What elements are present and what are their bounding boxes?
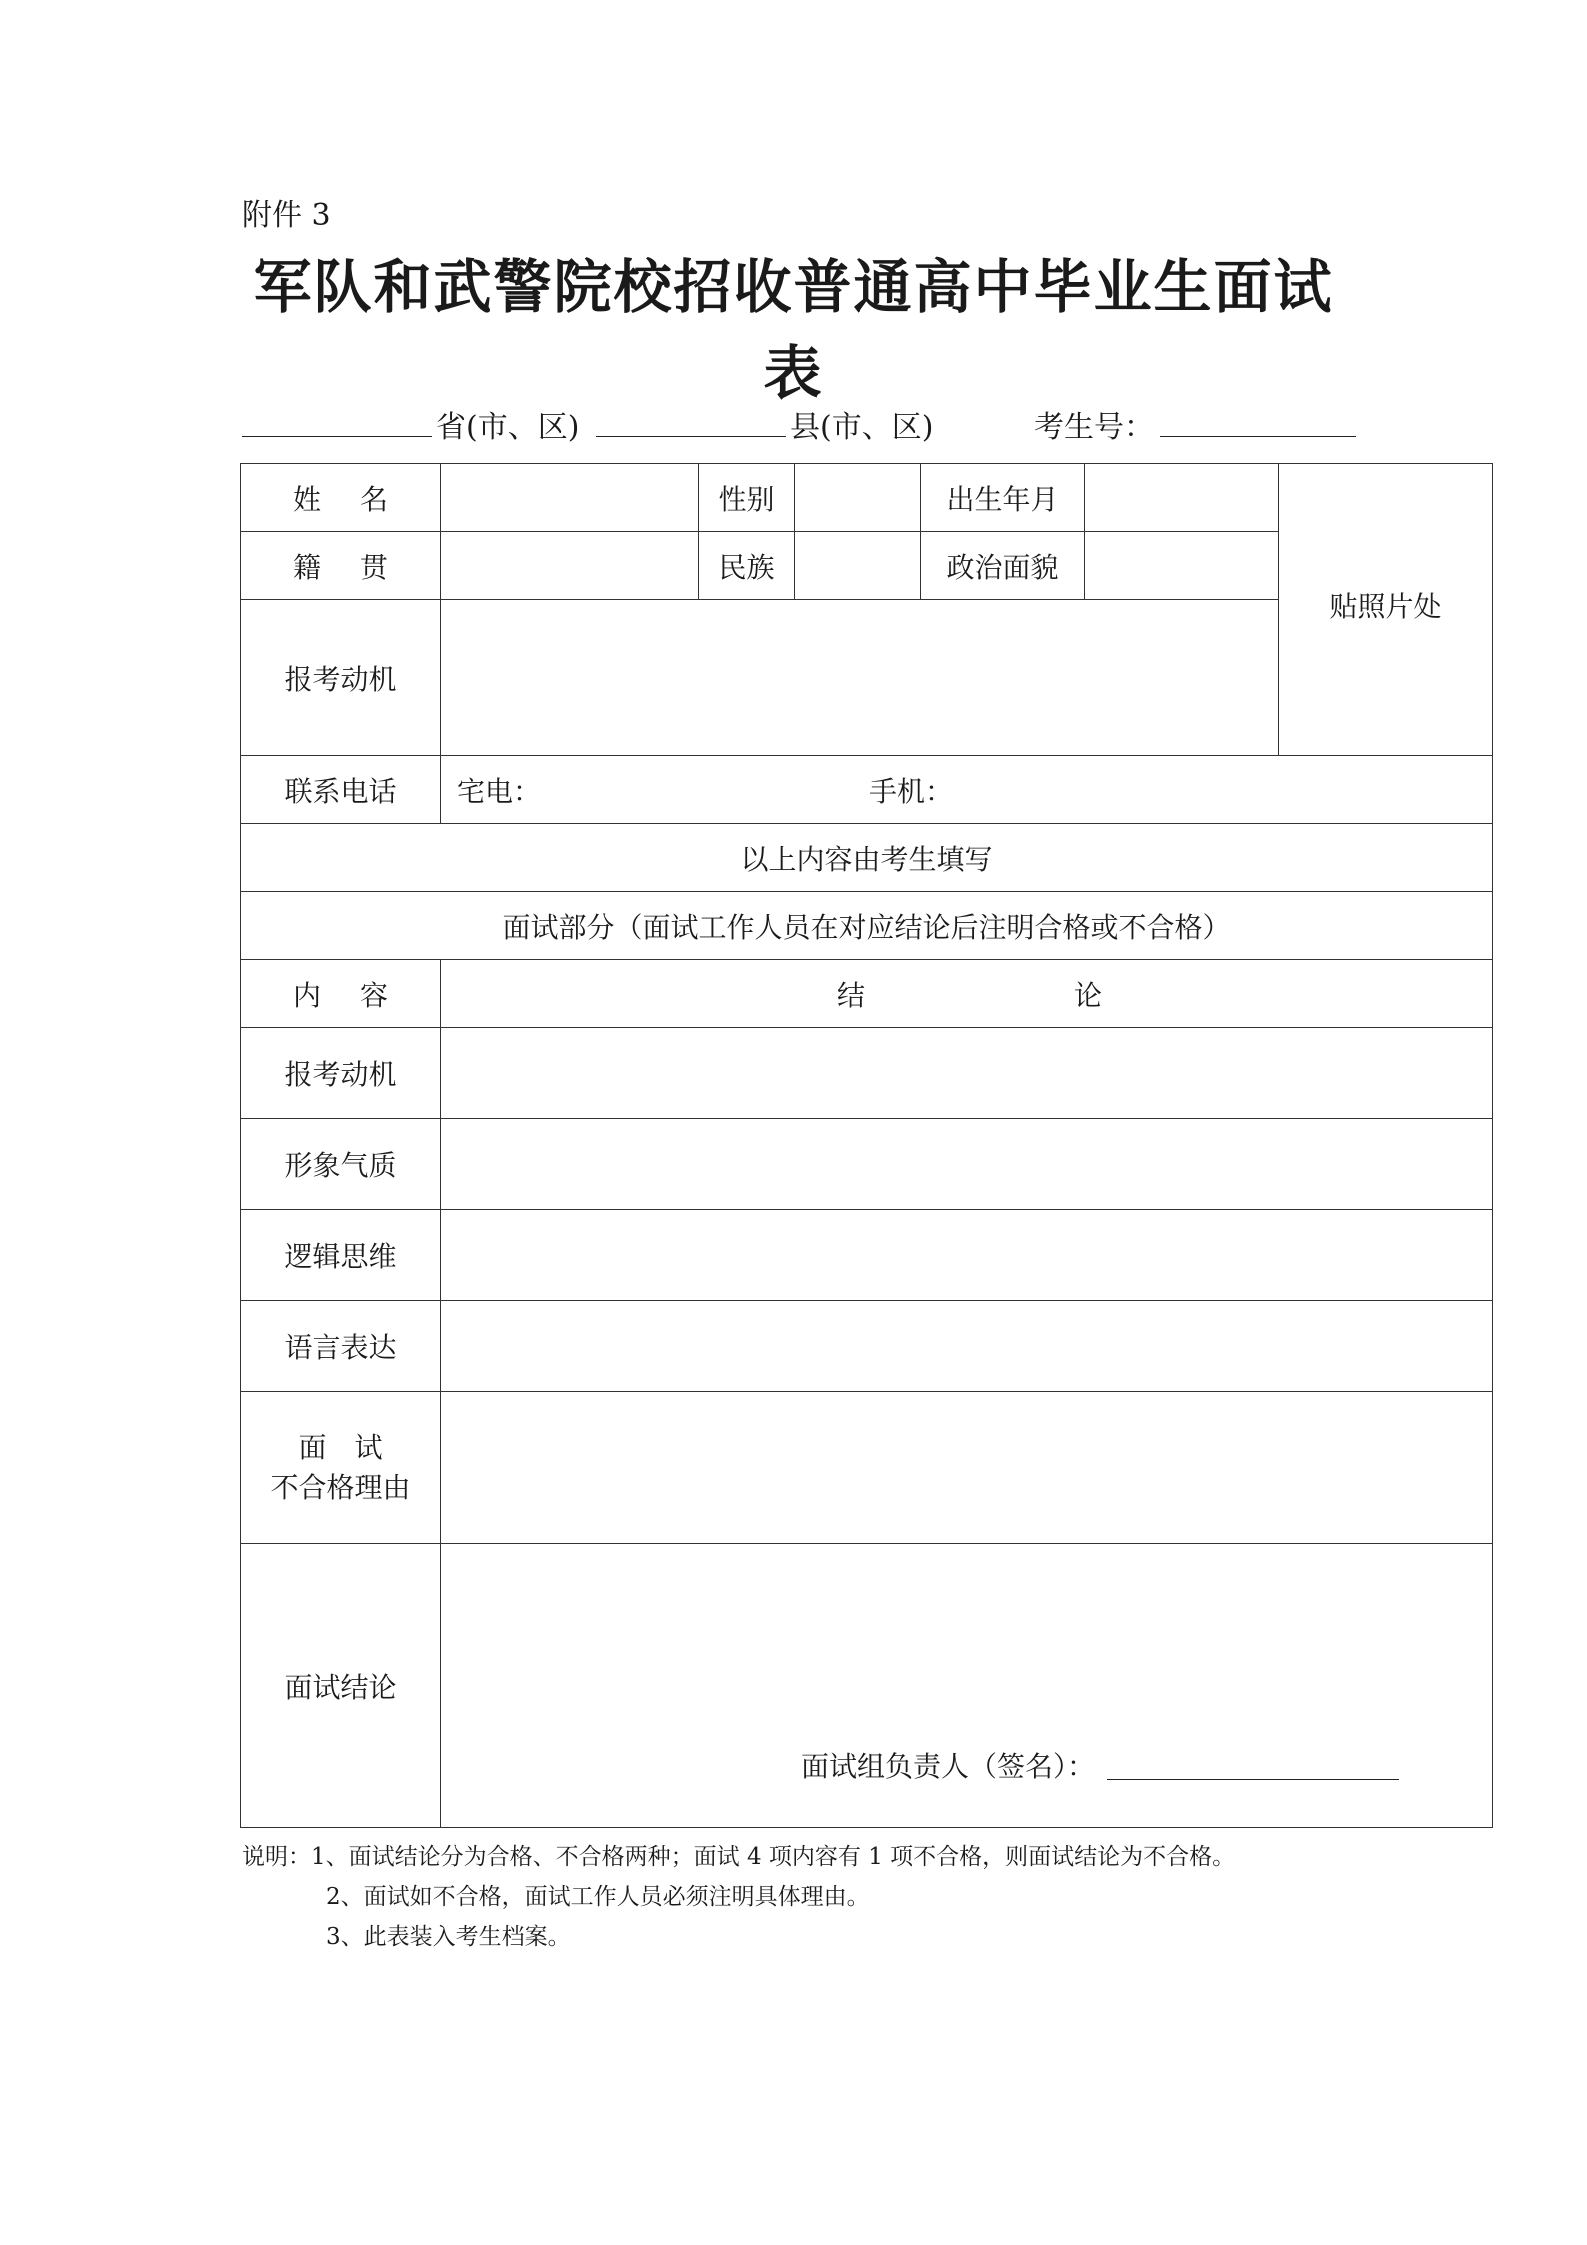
gender-field[interactable]	[795, 464, 921, 532]
item-label-logic: 逻辑思维	[241, 1210, 441, 1301]
county-blank[interactable]	[596, 436, 786, 437]
ethnicity-label: 民族	[699, 532, 795, 600]
name-label-cell	[241, 464, 441, 532]
photo-label: 贴照片处	[1329, 589, 1442, 623]
political-status-field[interactable]	[1085, 532, 1279, 600]
phone-label: 联系电话	[241, 756, 441, 824]
leader-signature	[801, 1745, 1399, 1785]
native-place-label-cell	[241, 532, 441, 600]
mobile-label: 手机：	[869, 774, 954, 808]
home-phone-label: 宅电：	[457, 774, 542, 808]
gender-label: 性别	[699, 464, 795, 532]
conclusion-header-cell	[441, 960, 1493, 1028]
content-header-cell	[241, 960, 441, 1028]
birth-date-label: 出生年月	[921, 464, 1085, 532]
native-place-label-part2: 贯	[359, 550, 388, 584]
conclusion-header-part1: 结	[837, 978, 866, 1012]
candidate-fill-note: 以上内容由考生填写	[241, 824, 1493, 892]
interview-result-label: 面试结论	[241, 1544, 441, 1828]
fail-reason-label-line1: 面 试	[298, 1430, 383, 1464]
item-result-appearance[interactable]	[441, 1119, 1493, 1210]
motivation-label: 报考动机	[241, 600, 441, 756]
exam-number-label: 考生号：	[1034, 410, 1154, 445]
ethnicity-field[interactable]	[795, 532, 921, 600]
leader-signature-line[interactable]	[1107, 1779, 1399, 1780]
note-3: 3、此表装入考生档案。	[326, 1924, 571, 1950]
attachment-label: 附件 3	[242, 198, 331, 233]
phone-field[interactable]	[441, 756, 1493, 824]
interview-result-field[interactable]	[441, 1544, 1493, 1828]
item-result-motivation[interactable]	[441, 1028, 1493, 1119]
note-1: 说明：1、面试结论分为合格、不合格两种；面试 4 项内容有 1 项不合格，则面试结论为不合格。	[242, 1844, 1236, 1870]
content-header-part2: 容	[359, 978, 388, 1012]
item-result-logic[interactable]	[441, 1210, 1493, 1301]
native-place-label-part1: 籍	[293, 550, 322, 584]
interview-form-table	[240, 463, 1493, 1828]
page-title-continued: 表	[763, 339, 824, 407]
province-label: 省(市、区)	[436, 410, 580, 445]
exam-number-blank[interactable]	[1160, 436, 1356, 437]
conclusion-header-part2: 论	[1073, 978, 1102, 1012]
leader-signature-label: 面试组负责人（签名）：	[801, 1750, 1096, 1783]
birth-date-field[interactable]	[1085, 464, 1279, 532]
item-label-motivation: 报考动机	[241, 1028, 441, 1119]
county-label: 县(市、区)	[790, 410, 934, 445]
item-result-expression[interactable]	[441, 1301, 1493, 1392]
note-2: 2、面试如不合格，面试工作人员必须注明具体理由。	[326, 1884, 870, 1910]
name-label-part2: 名	[359, 482, 388, 516]
photo-placeholder[interactable]	[1279, 464, 1493, 756]
page-title: 军队和武警院校招收普通高中毕业生面试	[253, 253, 1334, 321]
name-field[interactable]	[441, 464, 699, 532]
fail-reason-field[interactable]	[441, 1392, 1493, 1544]
item-label-appearance: 形象气质	[241, 1119, 441, 1210]
fail-reason-label	[241, 1392, 441, 1544]
content-header-part1: 内	[293, 978, 322, 1012]
motivation-field[interactable]	[441, 600, 1279, 756]
political-status-label: 政治面貌	[921, 532, 1085, 600]
interview-section-header: 面试部分（面试工作人员在对应结论后注明合格或不合格）	[241, 892, 1493, 960]
province-blank[interactable]	[242, 436, 432, 437]
name-label-part1: 姓	[293, 482, 322, 516]
fail-reason-label-line2: 不合格理由	[270, 1470, 411, 1504]
native-place-field[interactable]	[441, 532, 699, 600]
item-label-expression: 语言表达	[241, 1301, 441, 1392]
